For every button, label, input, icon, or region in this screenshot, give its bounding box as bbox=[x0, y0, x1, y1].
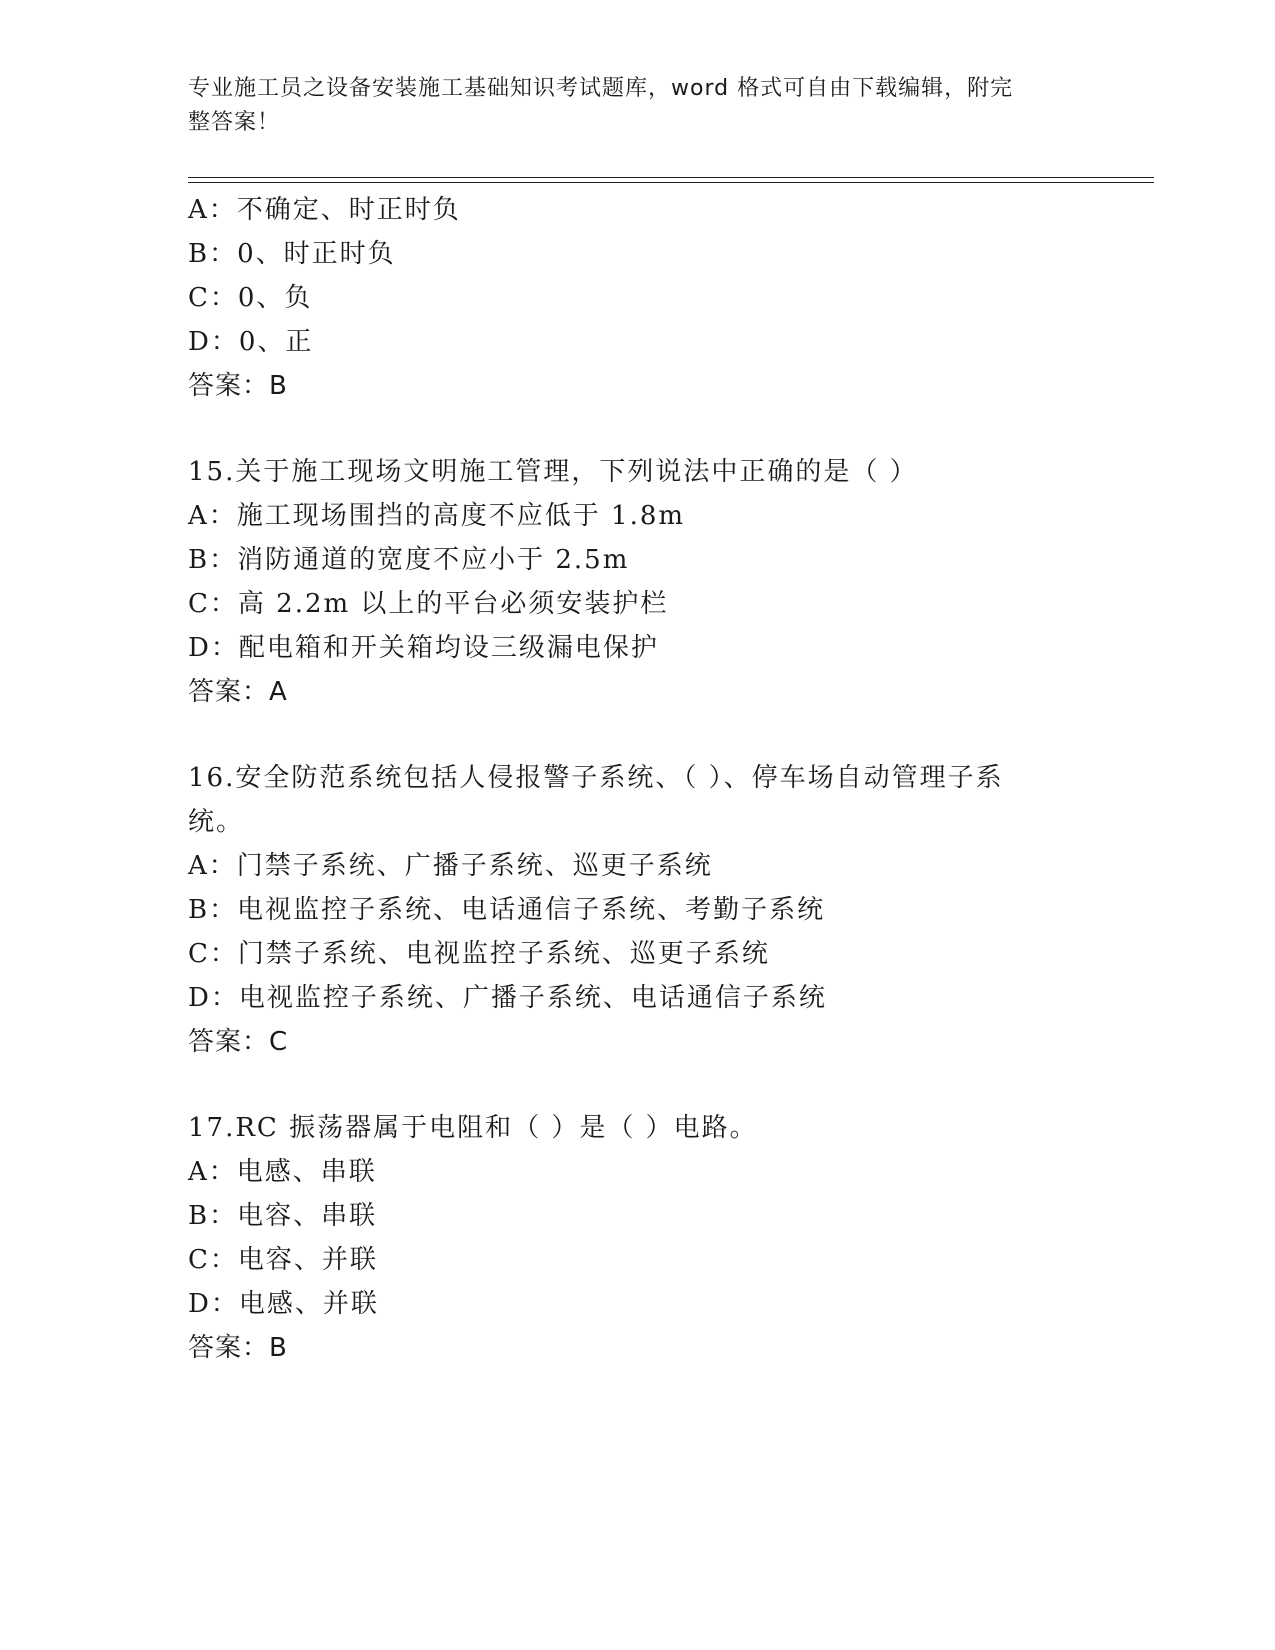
q15-option-b: B：消防通道的宽度不应小于 2.5m bbox=[188, 545, 630, 575]
q15-question: 15.关于施工现场文明施工管理，下列说法中正确的是（ ） bbox=[188, 457, 918, 487]
q17-question: 17.RC 振荡器属于电阻和（ ）是（ ）电路。 bbox=[188, 1113, 758, 1143]
document-header bbox=[188, 72, 1068, 140]
q17-option-b: B：电容、串联 bbox=[188, 1201, 378, 1231]
q16-option-a: A：门禁子系统、广播子系统、巡更子系统 bbox=[188, 851, 713, 881]
q16-option-b: B：电视监控子系统、电话通信子系统、考勤子系统 bbox=[188, 895, 826, 925]
q14-option-a: A：不确定、时正时负 bbox=[188, 195, 461, 225]
header-line-1: 专业施工员之设备安装施工基础知识考试题库，word 格式可自由下载编辑，附完 bbox=[188, 76, 1014, 101]
q16-question-line-2: 统。 bbox=[188, 807, 245, 837]
q16-answer: 答案：C bbox=[188, 1027, 289, 1057]
q15-option-c: C：高 2.2m 以上的平台必须安装护栏 bbox=[188, 589, 669, 619]
q17-option-c: C：电容、并联 bbox=[188, 1245, 378, 1275]
q17-answer: 答案：B bbox=[188, 1333, 288, 1363]
q14-option-d: D：0、正 bbox=[188, 327, 314, 357]
q16-option-c: C：门禁子系统、电视监控子系统、巡更子系统 bbox=[188, 939, 770, 969]
q14-option-b: B：0、时正时负 bbox=[188, 239, 396, 269]
q16-option-d: D：电视监控子系统、广播子系统、电话通信子系统 bbox=[188, 983, 827, 1013]
q14-answer: 答案：B bbox=[188, 371, 288, 401]
q15-option-a: A：施工现场围挡的高度不应低于 1.8m bbox=[188, 501, 686, 531]
header-divider-top bbox=[188, 177, 1154, 178]
q15-option-d: D：配电箱和开关箱均设三级漏电保护 bbox=[188, 633, 659, 663]
q14-option-c: C：0、负 bbox=[188, 283, 313, 313]
q17-option-a: A：电感、串联 bbox=[188, 1157, 377, 1187]
q17-option-d: D：电感、并联 bbox=[188, 1289, 379, 1319]
q16-question-line-1: 16.安全防范系统包括人侵报警子系统、（ ）、停车场自动管理子系 bbox=[188, 763, 1004, 793]
header-line-2: 整答案！ bbox=[188, 110, 281, 135]
q15-answer: 答案：A bbox=[188, 677, 288, 707]
header-divider-bottom bbox=[188, 182, 1154, 183]
